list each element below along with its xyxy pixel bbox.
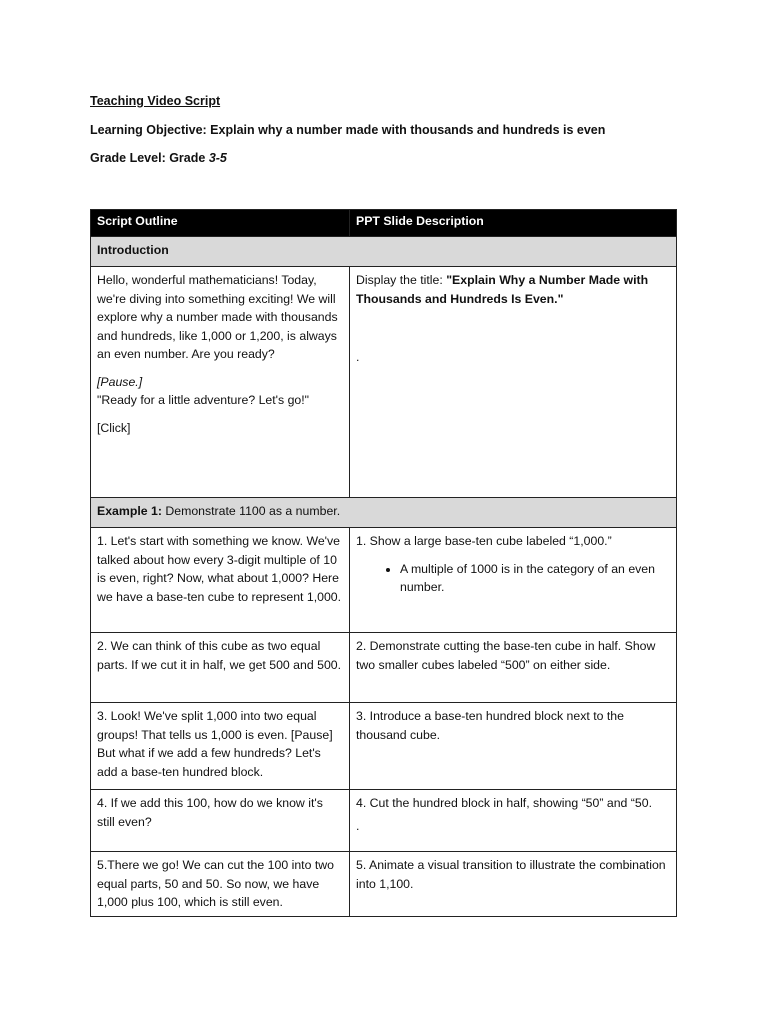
table-row-introduction xyxy=(91,267,677,498)
row-2-script: 2. We can think of this cube as two equal parts. If we cut it in half, we get 500 and 500. xyxy=(91,633,350,703)
learning-objective: Learning Objective: Explain why a number made with thousands and hundreds is even xyxy=(90,123,606,137)
document-title: Teaching Video Script xyxy=(90,94,221,108)
row-3-slide: 3. Introduce a base-ten hundred block next to the thousand cube. xyxy=(350,703,677,790)
row-4-slide-text: 4. Cut the hundred block in half, showing “50” and “50. xyxy=(356,796,652,810)
intro-slide-dot: . xyxy=(356,350,360,364)
intro-script-click: [Click] xyxy=(97,420,131,435)
section-example-1 xyxy=(91,498,677,528)
example-1-text: Demonstrate 1100 as a number. xyxy=(161,504,341,518)
section-introduction: Introduction xyxy=(91,237,677,267)
row-4-script: 4. If we add this 100, how do we know it's still even? xyxy=(91,790,350,852)
section-row-introduction xyxy=(91,237,677,267)
table-row xyxy=(91,528,677,633)
intro-slide-description: Display the title: "Explain Why a Number Made with Thousands and Hundreds Is Even." xyxy=(356,273,649,306)
grade-level-label: Grade Level: Grade xyxy=(90,151,209,165)
intro-script-pause: [Pause.] xyxy=(97,374,143,389)
script-table xyxy=(90,209,677,917)
intro-script-quote: "Ready for a little adventure? Let's go!" xyxy=(97,393,310,407)
example-1-label: Example 1: xyxy=(97,504,162,518)
row-3-script: 3. Look! We've split 1,000 into two equal groups! That tells us 1,000 is even. [Pause] But what if we add a few hundreds? Let's add a base-ten hundred block. xyxy=(91,703,350,790)
row-2-slide: 2. Demonstrate cutting the base-ten cube in half. Show two smaller cubes labeled “500” on either side. xyxy=(350,633,677,703)
intro-slide-cell xyxy=(350,267,677,498)
table-header-row xyxy=(91,210,677,237)
table-row xyxy=(91,703,677,790)
row-4-slide-dot: . xyxy=(356,818,360,833)
row-1-bullet-list xyxy=(356,560,670,597)
row-5-slide: 5. Animate a visual transition to illustrate the combination into 1,100. xyxy=(350,852,677,917)
grade-level xyxy=(90,151,227,165)
intro-script-cell xyxy=(91,267,350,498)
row-5-script: 5.There we go! We can cut the 100 into two equal parts, 50 and 50. So now, we have 1,000 plus 100, which is still even. xyxy=(91,852,350,917)
grade-level-value: 3-5 xyxy=(208,151,227,165)
intro-script-paragraph: Hello, wonderful mathematicians! Today, we're diving into something exciting! We will explore why a number made with thousands and hundreds, like 1,000 or 1,200, is always an even number. Are you ready? xyxy=(97,273,338,361)
row-1-slide-text: 1. Show a large base-ten cube labeled “1,000.” xyxy=(356,534,612,548)
header-ppt-slide-description: PPT Slide Description xyxy=(350,210,677,237)
row-1-script: 1. Let's start with something we know. We've talked about how every 3-digit multiple of 10 is even, right? Now, what about 1,000? Here we have a base-ten cube to represent 1,000. xyxy=(91,528,350,633)
header-script-outline: Script Outline xyxy=(91,210,350,237)
list-item: • A multiple of 1000 is in the category of an even number. xyxy=(400,560,670,597)
table-row xyxy=(91,790,677,852)
row-4-slide xyxy=(350,790,677,852)
intro-slide-title: "Explain Why a Number Made with Thousands and Hundreds Is Even." xyxy=(356,273,649,306)
table-row xyxy=(91,852,677,917)
row-1-slide xyxy=(350,528,677,633)
section-row-example-1 xyxy=(91,498,677,528)
table-row xyxy=(91,633,677,703)
